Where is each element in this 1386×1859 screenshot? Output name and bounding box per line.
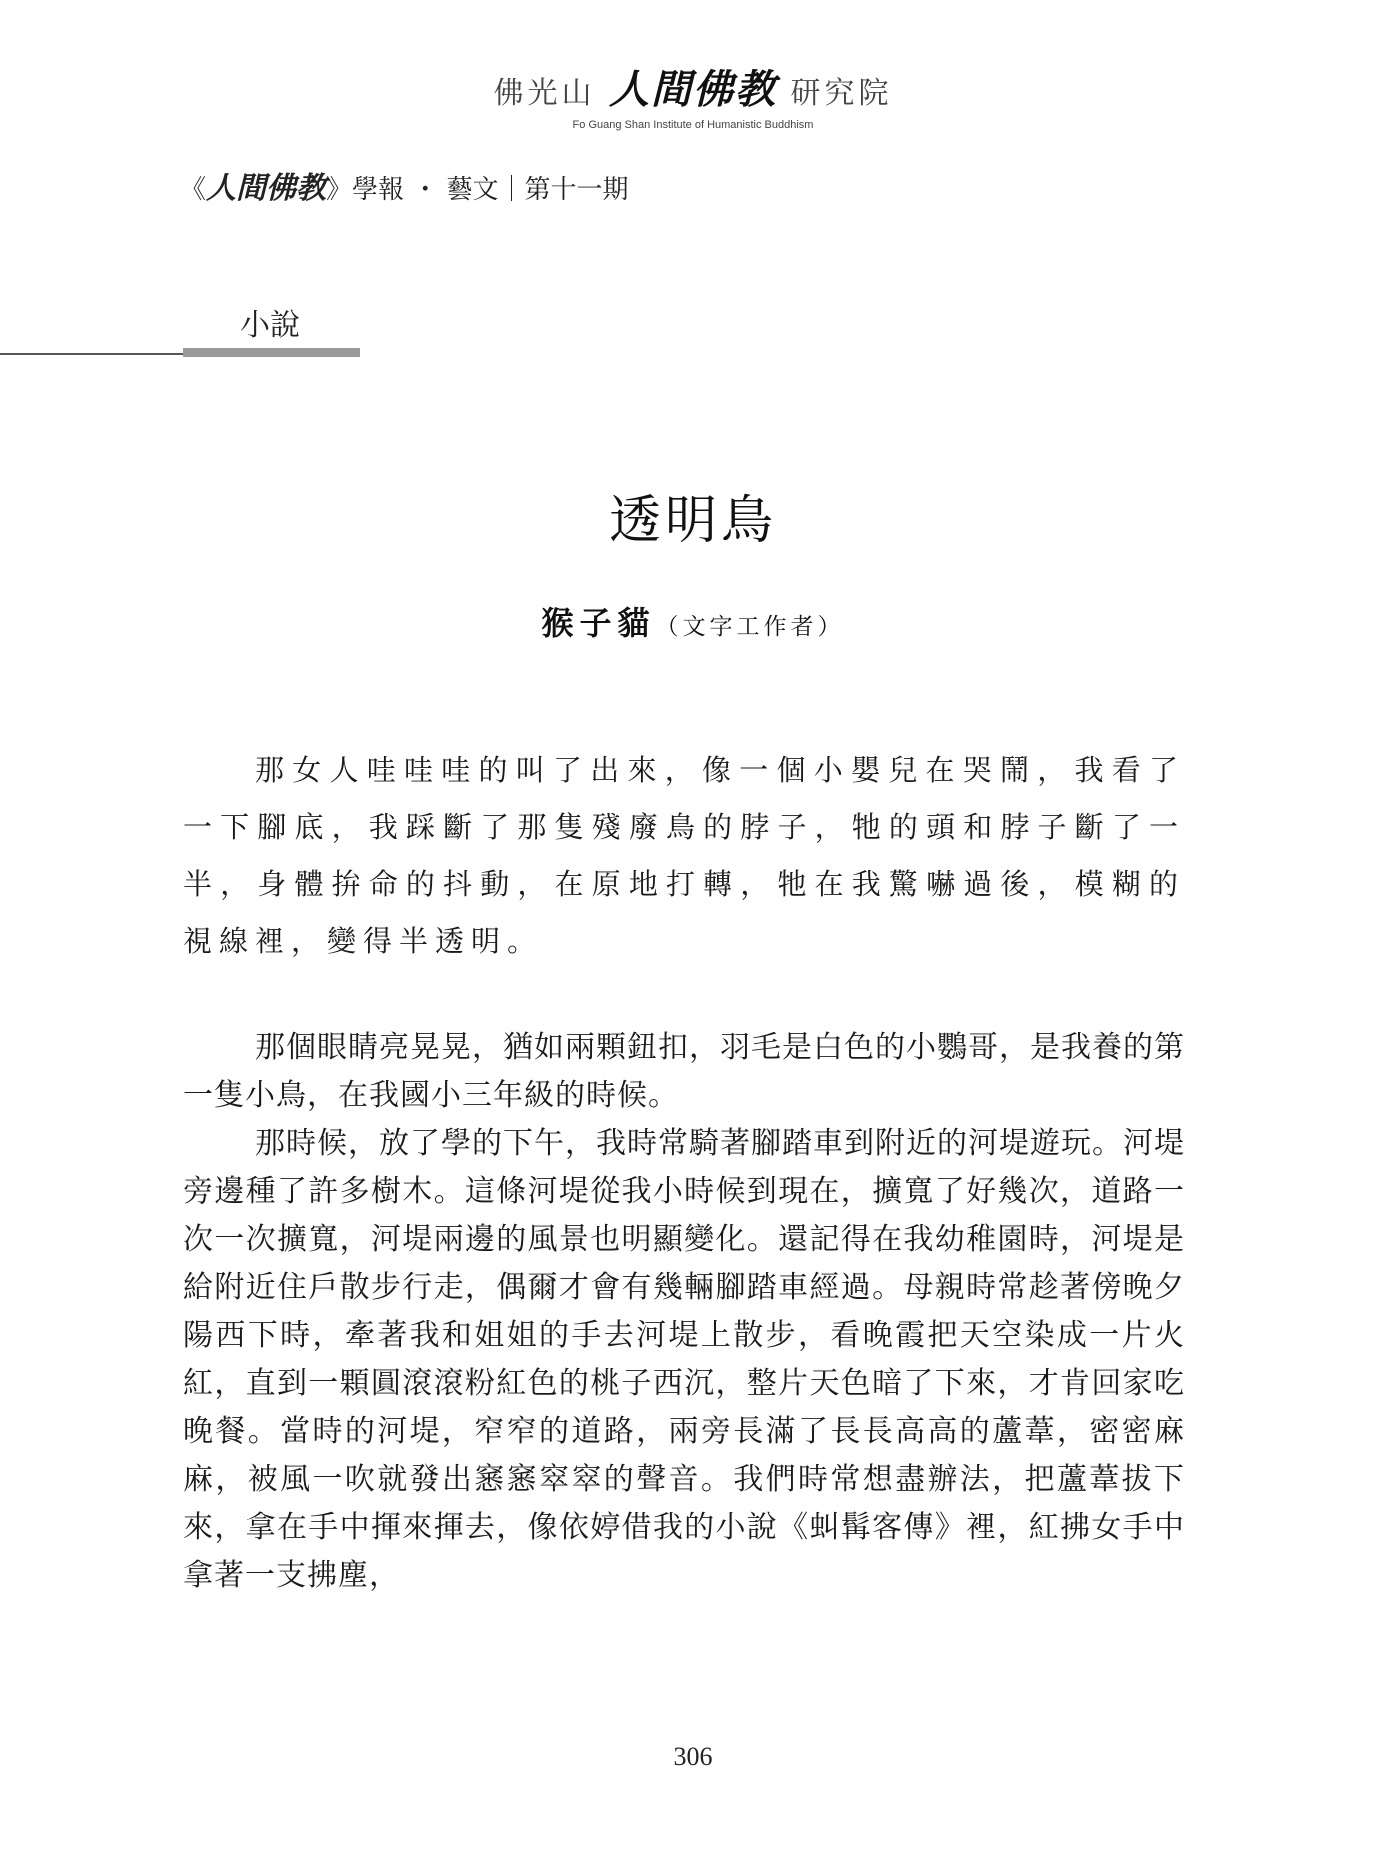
institute-header: [0, 58, 1386, 131]
paragraph-block-1: [183, 742, 1185, 970]
institute-suffix: 研究院: [790, 76, 893, 111]
journal-running-head: [180, 163, 629, 207]
institute-english-name: Fo Guang Shan Institute of Humanistic Buddhism: [572, 119, 814, 131]
author-affiliation: （文字工作者）: [655, 614, 845, 640]
paragraph-block-2: [183, 1024, 1185, 1600]
journal-open-bracket: 《: [180, 175, 207, 205]
journal-issue: 》學報 ・ 藝文｜第十一期: [326, 175, 629, 205]
section-label: 小說: [240, 308, 300, 343]
section-divider-bar: [183, 348, 360, 357]
paragraph: 那女人哇哇哇的叫了出來，像一個小嬰兒在哭鬧，我看了一下腳底，我踩斷了那隻殘廢鳥的脖子，牠的頭和脖子斷了一半，身體拚命的抖動，在原地打轉，牠在我驚嚇過後，模糊的視線裡，變得半透明。: [183, 753, 1185, 958]
journal-calligraphy-name: 人間佛教: [206, 171, 327, 206]
paragraph: 那個眼睛亮晃晃，猶如兩顆鈕扣，羽毛是白色的小鸚哥，是我養的第一隻小鳥，在我國小三年級的時候。: [183, 1030, 1185, 1113]
institute-calligraphy-logo: 人間佛教: [609, 66, 777, 113]
author-name: 猴子貓: [541, 604, 656, 642]
byline: [0, 598, 1386, 644]
institute-prefix: 佛光山: [493, 76, 596, 111]
article-title: 透明鳥: [608, 491, 777, 551]
institute-name: [0, 58, 1386, 115]
page-number: 306: [673, 1742, 713, 1771]
paragraph: 那時候，放了學的下午，我時常騎著腳踏車到附近的河堤遊玩。河堤旁邊種了許多樹木。這條河堤從我小時候到現在，擴寬了好幾次，道路一次一次擴寬，河堤兩邊的風景也明顯變化。還記得在我幼稚園時，河堤是給附近住戶散步行走，偶爾才會有幾輛腳踏車經過。母親時常趁著傍晚夕陽西下時，牽著我和姐姐的手去河堤上散步，看晚霞把天空染成一片火紅，直到一顆圓滾滾粉紅色的桃子西沉，整片天色暗了下來，才肯回家吃晚餐。當時的河堤，窄窄的道路，兩旁長滿了長長高高的蘆葦，密密麻麻，被風一吹就發出窸窸窣窣的聲音。我們時常想盡辦法，把蘆葦拔下來，拿在手中揮來揮去，像依婷借我的小說《虯髯客傳》裡，紅拂女手中拿著一支拂塵，: [183, 1126, 1185, 1593]
